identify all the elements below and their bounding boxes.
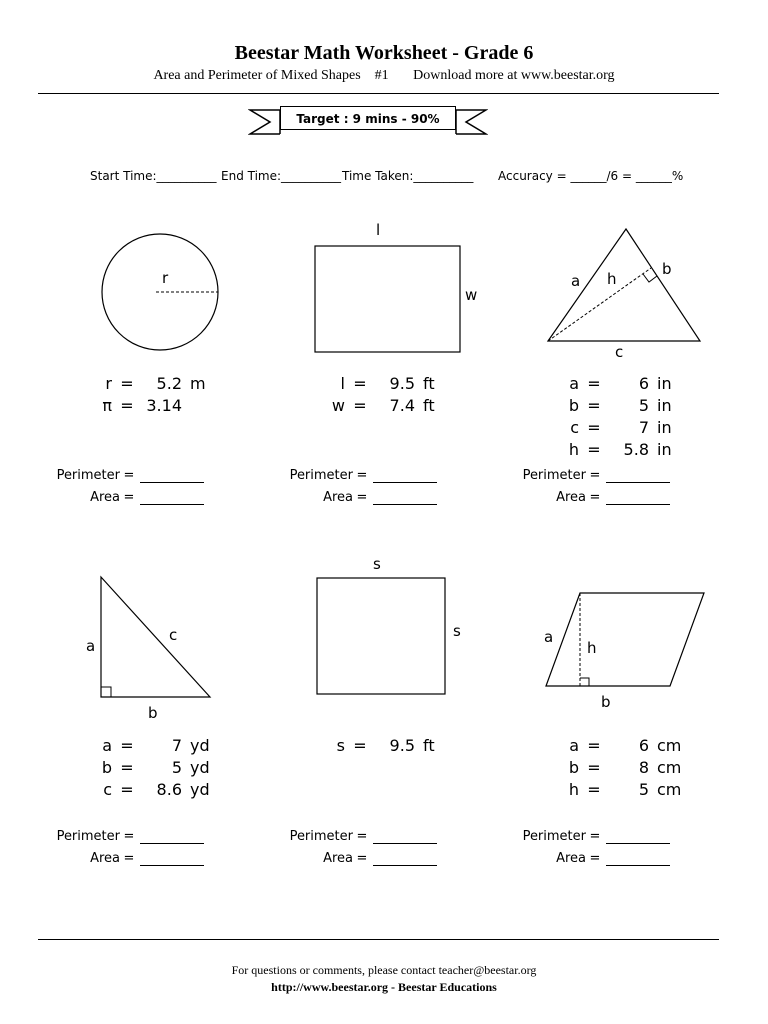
answer-block-parallelogram: Perimeter = Area = (496, 829, 670, 866)
accuracy: Accuracy = ______/6 = ______% (498, 169, 684, 183)
side-s-right-label: s (453, 622, 461, 640)
given-unit: cm (657, 758, 682, 777)
given-symbol: c (570, 418, 579, 437)
givens-rectangle: l = 9.5 ft w = 7.4 ft (321, 374, 457, 415)
area-label: Area (556, 490, 586, 505)
given-value: 6 (638, 374, 649, 393)
given-symbol: h (568, 780, 579, 799)
given-symbol: π (102, 396, 112, 415)
right-triangle-diagram (80, 570, 230, 726)
perimeter-answer-blank[interactable] (140, 469, 204, 483)
given-symbol: b (568, 396, 579, 415)
area-label: Area (323, 851, 353, 866)
side-c-label: c (615, 343, 624, 361)
side-s-top-label: s (373, 555, 381, 573)
given-value: 6 (638, 736, 649, 755)
given-unit: in (657, 418, 672, 437)
given-symbol: w (331, 396, 345, 415)
footer-divider (38, 939, 719, 940)
width-label: w (465, 286, 478, 304)
area-answer-blank[interactable] (373, 852, 437, 866)
square-shape (317, 578, 445, 694)
givens-triangle: a = 6 in b = 5 in c = 7 in h = 5.8 in (555, 374, 691, 459)
time-taken: Time Taken:__________ (342, 169, 474, 183)
side-a-label: a (544, 628, 554, 646)
given-value: 5 (638, 780, 649, 799)
given-value: 5.2 (156, 374, 182, 393)
given-unit: m (190, 374, 206, 393)
given-unit: yd (190, 736, 210, 755)
height-line (548, 268, 651, 341)
given-value: 5.8 (623, 440, 649, 459)
given-value: 5 (171, 758, 182, 777)
answer-block-rectangle: Perimeter = Area = (263, 468, 437, 505)
given-symbol: b (101, 758, 112, 777)
given-symbol: b (568, 758, 579, 777)
perimeter-answer-blank[interactable] (606, 830, 670, 844)
given-value: 7 (171, 736, 182, 755)
worksheet-subtitle (0, 68, 768, 84)
footer-contact: For questions or comments, please contact teacher@beestar.org (231, 963, 537, 977)
given-symbol: l (340, 374, 345, 393)
perimeter-answer-blank[interactable] (140, 830, 204, 844)
length-label: l (376, 221, 381, 239)
start-time: Start Time:__________ (90, 169, 217, 183)
given-symbol: c (103, 780, 112, 799)
worksheet-title: Beestar Math Worksheet - Grade 6 (234, 42, 534, 64)
perimeter-answer-blank[interactable] (606, 469, 670, 483)
side-b-label: b (662, 260, 672, 278)
subtitle-download: Download more at www.beestar.org (413, 68, 615, 83)
given-unit: cm (657, 780, 682, 799)
given-symbol: r (105, 374, 112, 393)
perimeter-label: Perimeter (56, 468, 120, 483)
given-value: 9.5 (389, 374, 415, 393)
given-unit: ft (423, 736, 435, 755)
given-symbol: a (569, 374, 579, 393)
area-answer-blank[interactable] (140, 852, 204, 866)
given-value: 7 (638, 418, 649, 437)
right-angle-mark (580, 678, 589, 686)
target-label: Target : 9 mins - 90% (280, 106, 456, 130)
answer-block-square: Perimeter = Area = (263, 829, 437, 866)
rectangle-shape (315, 246, 460, 352)
area-label: Area (90, 490, 120, 505)
parallelogram-shape (546, 593, 704, 686)
side-c-label: c (169, 626, 178, 644)
right-triangle-shape (101, 577, 210, 697)
footer-site-link[interactable]: http://www.beestar.org - Beestar Educations (271, 980, 497, 994)
given-unit: in (657, 396, 672, 415)
height-label: h (587, 639, 597, 657)
given-unit: in (657, 440, 672, 459)
header-divider (38, 93, 719, 94)
given-unit: yd (190, 758, 210, 777)
answer-block-right-triangle: Perimeter = Area = (30, 829, 204, 866)
area-label: Area (323, 490, 353, 505)
rectangle-diagram (300, 218, 500, 358)
area-label: Area (90, 851, 120, 866)
perimeter-label: Perimeter (289, 829, 353, 844)
given-value: 3.14 (146, 396, 182, 415)
right-angle-mark (101, 687, 111, 697)
subtitle-topic: Area and Perimeter of Mixed Shapes (153, 68, 361, 83)
given-value: 5 (638, 396, 649, 415)
givens-square: s = 9.5 ft (321, 736, 457, 755)
end-time: End Time:__________ (221, 169, 342, 183)
perimeter-answer-blank[interactable] (373, 830, 437, 844)
area-answer-blank[interactable] (606, 491, 670, 505)
given-unit: ft (423, 374, 435, 393)
side-a-label: a (571, 272, 581, 290)
side-b-label: b (148, 704, 158, 722)
perimeter-label: Perimeter (522, 829, 586, 844)
givens-circle: r = 5.2 m π = 3.14 (88, 374, 224, 415)
given-symbol: a (569, 736, 579, 755)
given-unit: yd (190, 780, 210, 799)
given-symbol: s (336, 736, 345, 755)
given-symbol: h (568, 440, 579, 459)
area-label: Area (556, 851, 586, 866)
height-label: h (607, 270, 617, 288)
given-symbol: a (102, 736, 112, 755)
circle-shape (102, 234, 218, 350)
given-unit: in (657, 374, 672, 393)
area-answer-blank[interactable] (606, 852, 670, 866)
subtitle-number: #1 (374, 68, 389, 83)
perimeter-label: Perimeter (522, 468, 586, 483)
area-answer-blank[interactable] (373, 491, 437, 505)
side-b-label: b (601, 693, 611, 711)
givens-right-triangle: a = 7 yd b = 5 yd c = 8.6 yd (88, 736, 224, 799)
given-value: 8 (638, 758, 649, 777)
square-diagram (305, 552, 475, 702)
answer-block-triangle: Perimeter = Area = (496, 468, 670, 505)
triangle-diagram (530, 222, 720, 362)
area-answer-blank[interactable] (140, 491, 204, 505)
perimeter-answer-blank[interactable] (373, 469, 437, 483)
answer-block-circle: Perimeter = Area = (30, 468, 204, 505)
given-value: 8.6 (156, 780, 182, 799)
perimeter-label: Perimeter (56, 829, 120, 844)
perimeter-label: Perimeter (289, 468, 353, 483)
givens-parallelogram: a = 6 cm b = 8 cm h = 5 cm (555, 736, 691, 799)
circle-diagram (90, 230, 240, 360)
right-angle-mark (643, 274, 657, 282)
given-unit: cm (657, 736, 682, 755)
given-unit: ft (423, 396, 435, 415)
given-value: 7.4 (389, 396, 415, 415)
parallelogram-diagram (535, 585, 715, 715)
side-a-label: a (86, 637, 96, 655)
radius-label: r (162, 269, 169, 287)
given-value: 9.5 (389, 736, 415, 755)
